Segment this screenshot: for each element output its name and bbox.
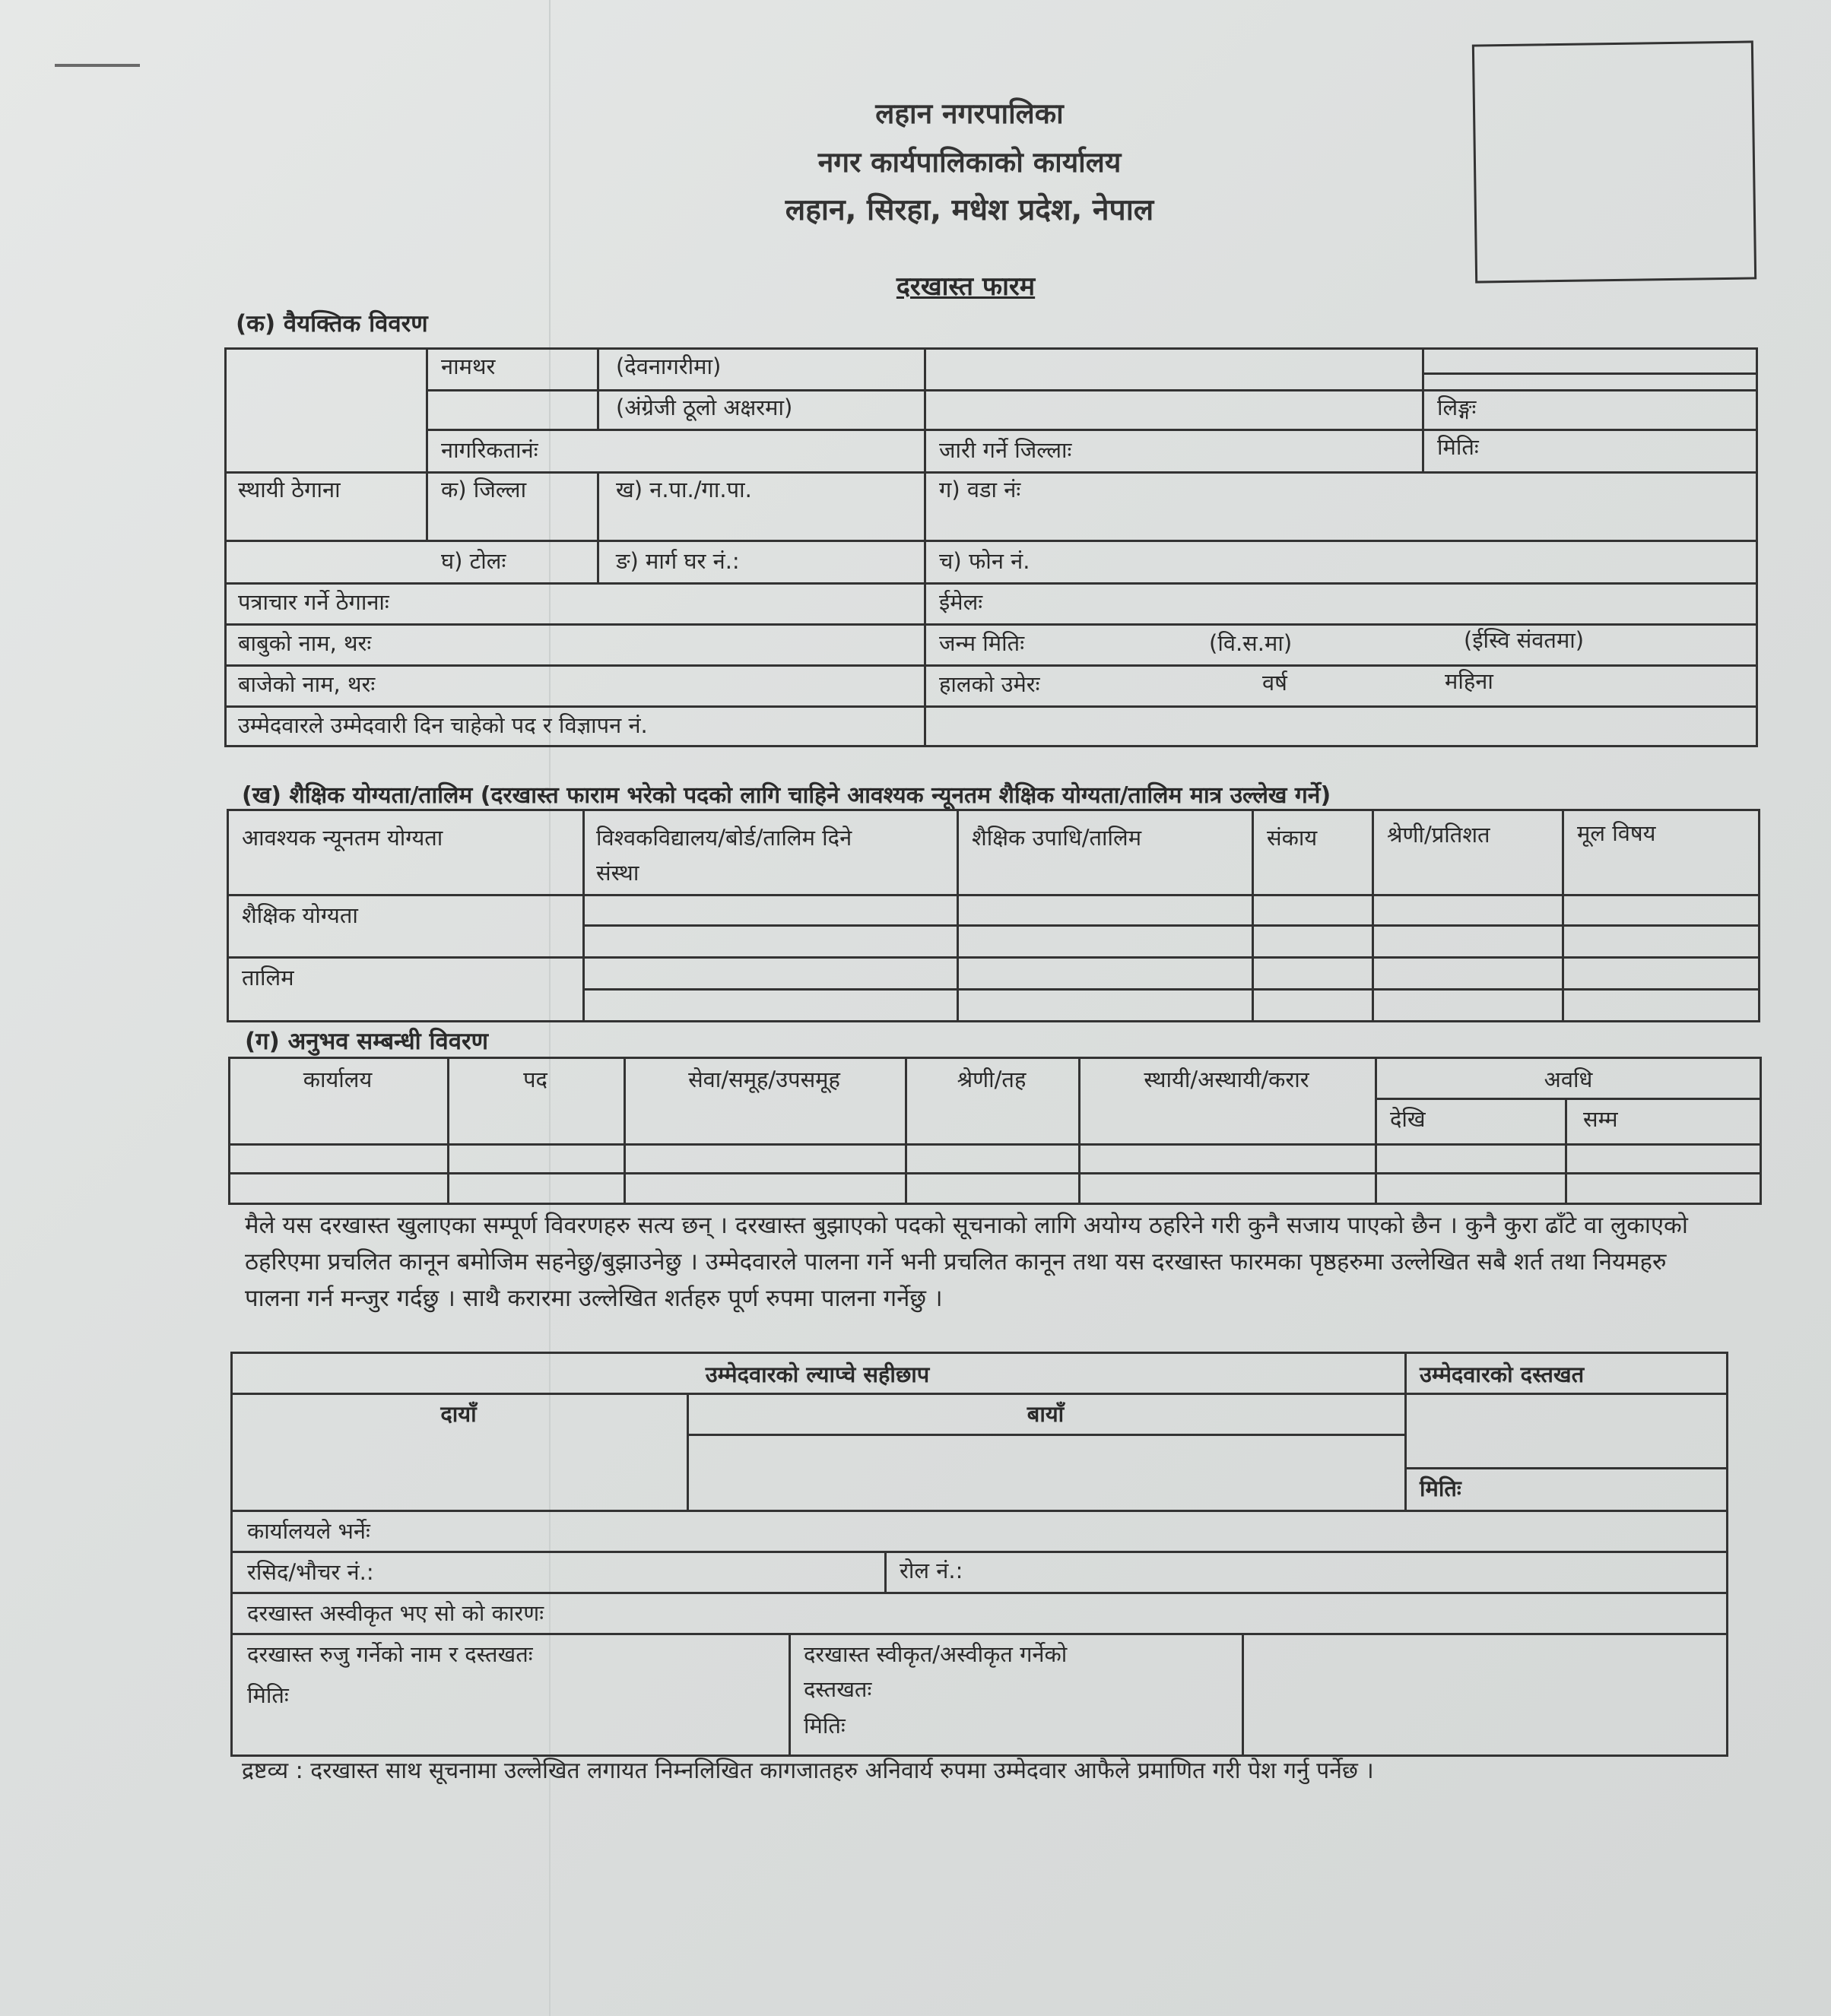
post-label: उम्मेदवारले उम्मेदवारी दिन चाहेको पद र विज्ञापन नं. — [238, 712, 648, 738]
rule — [957, 809, 959, 1022]
rule — [230, 1592, 1728, 1594]
section-c-title: (ग) अनुभव सम्बन्धी विवरण — [245, 1028, 489, 1055]
age-year-label: वर्ष — [1262, 670, 1287, 696]
rule — [224, 705, 1758, 708]
rule — [582, 924, 1760, 927]
rule — [597, 347, 599, 431]
rule — [687, 1434, 1407, 1436]
col-major: मूल विषय — [1577, 820, 1656, 846]
street-label: ङ) मार्ग घर नं.: — [616, 548, 740, 574]
col-to: सम्म — [1583, 1106, 1618, 1132]
rule — [1242, 1633, 1244, 1754]
approver-date-label: मितिः — [804, 1713, 846, 1739]
grandfather-name-label: बाजेको नाम, थरः — [238, 671, 376, 697]
rule — [227, 809, 1760, 811]
rule — [230, 1633, 1728, 1635]
col-min-qualification: आवश्यक न्यूनतम योग्यता — [242, 825, 443, 851]
rule — [224, 664, 1758, 667]
form-title: दरखास्त फारम — [896, 271, 1036, 302]
office-address: लहान, सिरहा, मधेश प्रदेश, नेपाल — [785, 193, 1154, 227]
devanagari-label: (देवनागरीमा) — [616, 353, 722, 379]
rule — [1758, 809, 1760, 1022]
rule — [1562, 809, 1564, 1022]
municipality-label: ख) न.पा./गा.पा. — [616, 477, 752, 502]
dob-label: जन्म मितिः — [939, 630, 1025, 656]
rule — [230, 1551, 1728, 1553]
rule — [224, 347, 227, 747]
rule — [230, 1352, 1728, 1354]
row-training: तालिम — [242, 965, 294, 991]
rule — [228, 1143, 1762, 1146]
tole-label: घ) टोलः — [441, 548, 506, 574]
rule — [1756, 347, 1758, 747]
approver-label-cont: दस्तखतः — [804, 1676, 872, 1702]
gender-label: लिङ्गः — [1437, 395, 1477, 420]
section-a-title: (क) वैयक्तिक विवरण — [236, 310, 428, 338]
col-from: देखि — [1390, 1106, 1426, 1132]
roll-label: रोल नं.: — [900, 1558, 963, 1583]
rule — [1404, 1467, 1728, 1469]
mailing-address-label: पत्राचार गर्ने ठेगानाः — [238, 589, 389, 615]
rule — [227, 894, 1760, 896]
rule — [582, 809, 585, 1022]
rule — [224, 582, 1758, 585]
office-name: नगर कार्यपालिकाको कार्यालय — [817, 146, 1122, 179]
permanent-address-label: स्थायी ठेगाना — [238, 477, 341, 502]
rule — [224, 471, 1758, 474]
email-label: ईमेलः — [939, 589, 983, 615]
col-post: पद — [523, 1067, 547, 1092]
row-education: शैक्षिक योग्यता — [242, 902, 358, 928]
rule — [924, 347, 926, 747]
paper-fold — [549, 0, 551, 2016]
receipt-label: रसिद/भौचर नं.: — [247, 1559, 374, 1585]
thumbprint-label: उम्मेदवारको ल्याप्चे सहीछाप — [705, 1361, 930, 1387]
rule — [582, 988, 1760, 991]
rule — [227, 1020, 1760, 1022]
note-text: द्रष्टव्य : दरखास्त साथ सूचनामा उल्लेखित लगायत निम्नलिखित कागजातहरु अनिवार्य रुपमा उम्मेदवार आफैले प्रमाणित गरी पेश गर्नु पर्नेछ । — [242, 1758, 1374, 1784]
name-label: नामथर — [441, 353, 496, 379]
col-service: सेवा/समूह/उपसमूह — [688, 1067, 840, 1092]
rule — [597, 471, 599, 582]
col-duration: अवधि — [1544, 1067, 1593, 1092]
issue-district-label: जारी गर्ने जिल्लाः — [939, 437, 1072, 463]
rule — [426, 429, 1758, 431]
section-b-title: (ख) शैक्षिक योग्यता/तालिम (दरखास्त फाराम भरेको पदको लागि चाहिने आवश्यक न्यूनतम शैक्षिक योग्यता/तालिम मात्र उल्लेख गर्ने) — [242, 782, 1331, 809]
rule — [224, 745, 1758, 747]
declaration-text: मैले यस दरखास्त खुलाएका सम्पूर्ण विवरणहरु सत्य छन् । दरखास्त बुझाएको पदको सूचनाको लागि अयोग्य ठहरिने गरी कुनै सजाय पाएको छैन । कुनै कुरा ढाँटे वा लुकाएको ठहरिएमा प्रचलित कानून बमोजिम सहनेछु/बुझाउनेछु । उम्मेदवारले पालना गर्ने भनी प्रचलित कानून तथा यस दरखास्त फारमका पृष्ठहरुमा उल्लेखित सबै शर्त तथा नियमहरु पालना गर्न मन्जुर गर्दछु । साथै करारमा उल्लेखित शर्तहरु पूर्ण रुपमा पालना गर्नेछु । — [245, 1212, 1688, 1312]
rule — [224, 540, 1758, 542]
right-thumb-label: दायाँ — [440, 1401, 477, 1427]
candidate-signature-label: उम्मेदवारको दस्तखत — [1420, 1361, 1585, 1387]
col-university-cont: संस्था — [596, 860, 639, 886]
photo-box — [1472, 40, 1756, 283]
rejection-reason-label: दरखास्त अस्वीकृत भए सो को कारणः — [247, 1600, 544, 1626]
district-label: क) जिल्ला — [441, 477, 527, 502]
rule — [1726, 1352, 1728, 1757]
rule — [1422, 372, 1758, 375]
rule — [228, 1057, 1762, 1059]
rule — [224, 347, 1758, 350]
ward-label: ग) वडा नंः — [939, 477, 1021, 502]
col-status: स्थायी/अस्थायी/करार — [1144, 1067, 1309, 1092]
english-label: (अंग्रेजी ठूलो अक्षरमा) — [616, 395, 793, 420]
col-office: कार्यालय — [303, 1067, 373, 1092]
col-grade: श्रेणी/प्रतिशत — [1387, 822, 1490, 848]
citizenship-label: नागरिकतानंः — [441, 437, 538, 463]
signature-date-label: मितिः — [1420, 1476, 1461, 1501]
left-thumb-label: बायाँ — [1027, 1401, 1065, 1427]
approver-label: दरखास्त स्वीकृत/अस्वीकृत गर्नेको — [804, 1641, 1068, 1667]
municipality-name: लहान नगरपालिका — [875, 97, 1064, 130]
rule — [884, 1551, 887, 1592]
corner-pen-mark — [55, 64, 140, 67]
father-name-label: बाबुको नाम, थरः — [238, 630, 372, 656]
rule — [1565, 1098, 1567, 1205]
rule — [426, 389, 1758, 391]
registrar-date-label: मितिः — [247, 1682, 289, 1708]
rule — [789, 1633, 791, 1754]
rule — [227, 809, 229, 1022]
rule — [1372, 809, 1374, 1022]
rule — [1252, 809, 1254, 1022]
rule — [426, 347, 428, 542]
rule — [230, 1393, 1728, 1395]
office-fill-label: कार्यालयले भर्नेः — [247, 1518, 370, 1544]
rule — [228, 1203, 1762, 1205]
rule — [228, 1172, 1762, 1174]
rule — [230, 1510, 1728, 1512]
dob-bs-label: (वि.स.मा) — [1209, 630, 1293, 656]
col-degree: शैक्षिक उपाधि/तालिम — [972, 825, 1142, 851]
rule — [227, 956, 1760, 959]
col-university: विश्वकविद्यालय/बोर्ड/तालिम दिने — [596, 825, 852, 851]
current-age-label: हालको उमेरः — [939, 671, 1040, 697]
col-faculty: संकाय — [1267, 825, 1318, 851]
rule — [1404, 1352, 1407, 1510]
rule — [1422, 347, 1424, 471]
dob-ad-label: (ईस्वि संवतमा) — [1464, 627, 1585, 653]
registrar-label: दरखास्त रुजु गर्नेको नाम र दस्तखतः — [247, 1641, 533, 1667]
col-level: श्रेणी/तह — [957, 1067, 1027, 1092]
issue-date-label: मितिः — [1437, 434, 1479, 460]
age-month-label: महिना — [1445, 668, 1493, 694]
rule — [1375, 1098, 1762, 1100]
phone-label: च) फोन नं. — [939, 548, 1030, 574]
